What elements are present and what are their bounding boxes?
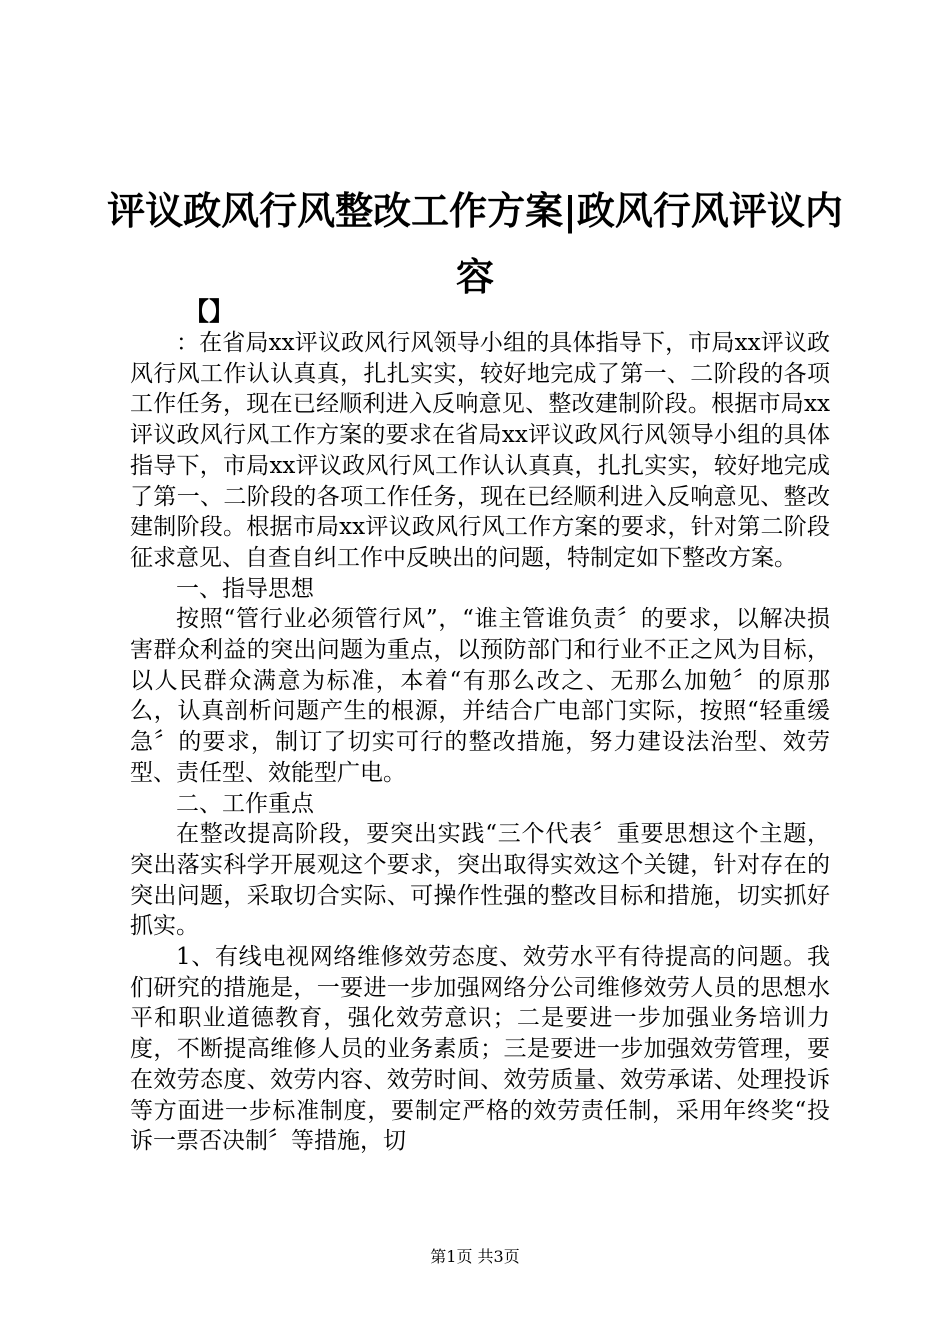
paragraph-guiding-ideology: 按照“管行业必须管行风”，“谁主管谁负责〞的要求，以解决损害群众利益的突出问题为重点，以预防部门和行业不正之风为目标，以人民群众满意为标准，本着“有那么改之、无那么加勉〞的原那么，认真剖析问题产生的根源，并结合广电部门实际，按照“轻重缓急〞的要求，制订了切实可行的整改措施，努力建设法治型、效劳型、责任型、效能型广电。: [130, 606, 830, 786]
document-body: [130, 328, 830, 1157]
page-footer: 第1页 共3页: [430, 1247, 520, 1266]
paragraph-item-1: 1、有线电视网络维修效劳态度、效劳水平有待提高的问题。我们研究的措施是，一要进一步加强网络分公司维修效劳人员的思想水平和职业道德教育，强化效劳意识；二是要进一步加强业务培训力度，不断提高维修人员的业务素质；三是要进一步加强效劳管理，要在效劳态度、效劳内容、效劳时间、效劳质量、效劳承诺、处理投诉等方面进一步标准制度，要制定严格的效劳责任制，采用年终奖“投诉一票否决制〞等措施，切: [130, 944, 830, 1155]
document-title: 评议政风行风整改工作方案|政风行风评议内容: [107, 188, 843, 299]
paragraph-work-focus: 在整改提高阶段，要突出实践“三个代表〞重要思想这个主题，突出落实科学开展观这个要求，突出取得实效这个关键，针对存在的突出问题，采取切合实际、可操作性强的整改目标和措施，切实抓好抓实。: [130, 821, 830, 940]
intro-paragraph: ：在省局xx评议政风行风领导小组的具体指导下，市局xx评议政风行风工作认认真真，扎扎实实，较好地完成了第一、二阶段的各项工作任务，现在已经顺利进入反响意见、整改建制阶段。根据市局xx评议政风行风工作方案的要求在省局xx评议政风行风领导小组的具体指导下，市局xx评议政风行风工作认认真真，扎扎实实，较好地完成了第一、二阶段的各项工作任务，现在已经顺利进入反响意见、整改建制阶段。根据市局xx评议政风行风工作方案的要求，针对第二阶段征求意见、自查自纠工作中反映出的问题，特制定如下整改方案。: [130, 330, 830, 571]
section-heading-work-focus: 二、工作重点: [176, 790, 314, 817]
section-heading-guiding-ideology: 一、指导思想: [176, 575, 314, 602]
bracket-marker: 【】: [184, 297, 235, 326]
